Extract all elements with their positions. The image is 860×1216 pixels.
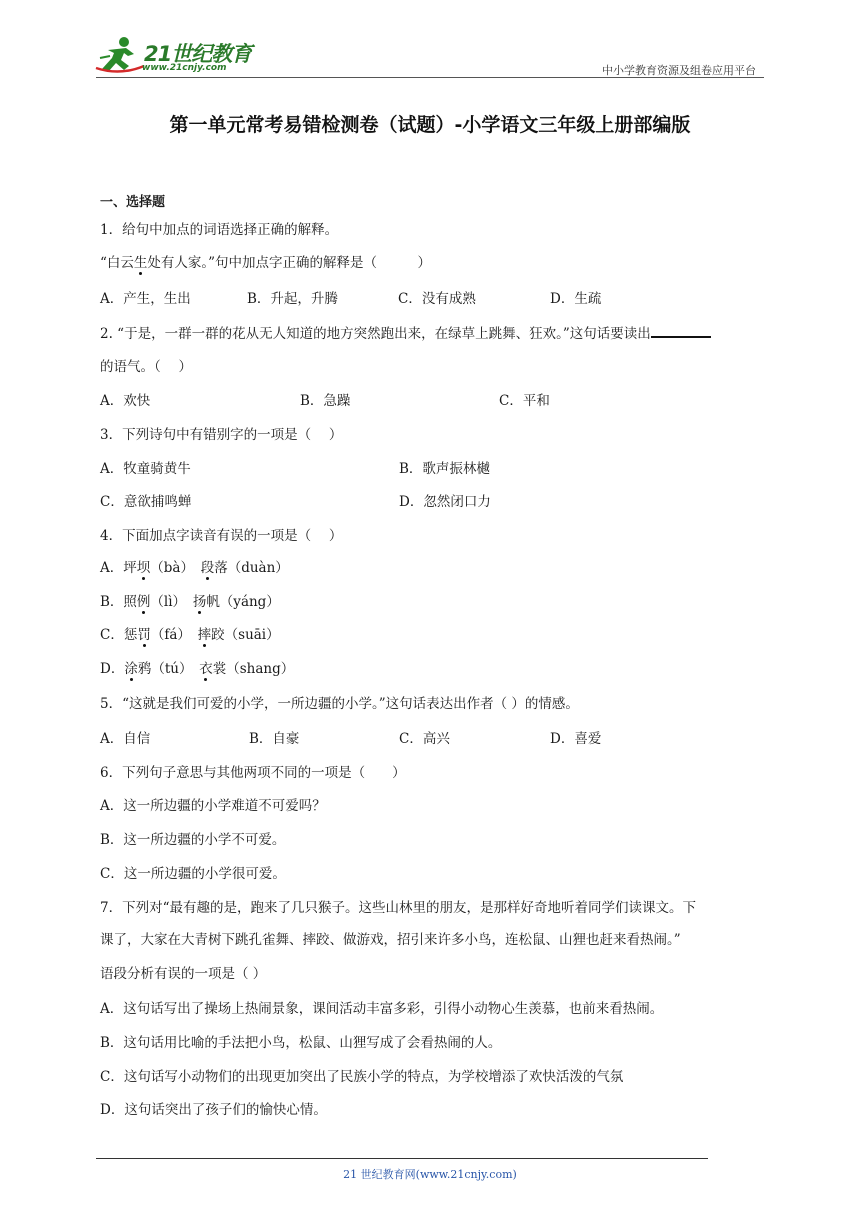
option-text: 裳（shang） xyxy=(212,661,295,677)
page-header xyxy=(0,0,860,80)
dotted-char: 涂 xyxy=(124,657,138,677)
option-text: 鸦（tú） xyxy=(137,661,200,677)
logo-url: www.21cnjy.com xyxy=(142,63,227,73)
question-7-stem-end: 语段分析有误的一项是（ ） xyxy=(100,966,267,982)
stem-text: 2. “于是，一群一群的花从无人知道的地方突然跑出来，在绿草上跳舞、狂欢。”这句话要读出 xyxy=(100,326,651,342)
option-text: 帆（yáng） xyxy=(206,594,280,610)
q4-option-b[interactable] xyxy=(100,590,280,610)
q2-option-b[interactable]: B．急躁 xyxy=(300,393,351,409)
logo-text: 21世纪教育 xyxy=(144,42,252,66)
question-4-stem: 4．下面加点字读音有误的一项是（ ） xyxy=(100,528,343,544)
q4-option-a[interactable] xyxy=(100,556,289,576)
dotted-char: 罚 xyxy=(137,623,151,643)
footer-divider xyxy=(96,1158,708,1159)
option-text: （lì） xyxy=(150,594,193,610)
q2-option-a[interactable]: A．欢快 xyxy=(100,393,151,409)
q3-option-b[interactable]: B．歌声振林樾 xyxy=(399,461,490,477)
q1-option-b[interactable]: B．升起，升腾 xyxy=(247,291,338,307)
q5-option-a[interactable]: A．自信 xyxy=(100,731,151,747)
question-7-stem: 7．下列对“最有趣的是，跑来了几只猴子。这些山林里的朋友，是那样好奇地听着同学们读课文。下 xyxy=(100,900,696,916)
q7-option-d[interactable]: D．这句话突出了孩子们的愉快心情。 xyxy=(100,1102,327,1118)
footer-link[interactable]: 21 世纪教育网(www.21cnjy.com) xyxy=(343,1168,517,1181)
option-text: C．惩 xyxy=(100,627,138,643)
q3-option-d[interactable]: D．忽然闭口力 xyxy=(399,494,491,510)
question-1-stem: 1．给句中加点的词语选择正确的解释。 xyxy=(100,222,339,238)
q4-option-d[interactable] xyxy=(100,657,294,677)
option-text: D． xyxy=(100,661,125,677)
q7-option-c[interactable]: C．这句话写小动物们的出现更加突出了民族小学的特点，为学校增添了欢快活泼的气氛 xyxy=(100,1069,624,1085)
dotted-char: 扬 xyxy=(193,590,207,610)
sentence-part: “白云 xyxy=(100,255,134,271)
option-text: B．照 xyxy=(100,594,137,610)
option-text: （fá） xyxy=(150,627,198,643)
q6-option-c[interactable]: C．这一所边疆的小学很可爱。 xyxy=(100,866,286,882)
q6-option-b[interactable]: B．这一所边疆的小学不可爱。 xyxy=(100,832,286,848)
question-2-stem xyxy=(100,322,711,342)
q1-option-c[interactable]: C．没有成熟 xyxy=(398,291,476,307)
option-text: （bà） xyxy=(150,560,201,576)
question-3-stem: 3．下列诗句中有错别字的一项是（ ） xyxy=(100,427,343,443)
q6-option-a[interactable]: A．这一所边疆的小学难道不可爱吗？ xyxy=(100,798,326,814)
q2-option-c[interactable]: C．平和 xyxy=(499,393,550,409)
q7-option-a[interactable]: A．这句话写出了操场上热闹景象，课间活动丰富多彩，引得小动物心生羡慕，也前来看热闹。 xyxy=(100,1001,664,1017)
q5-option-d[interactable]: D．喜爱 xyxy=(550,731,602,747)
question-1-sentence xyxy=(100,251,431,271)
q1-option-d[interactable]: D．生疏 xyxy=(550,291,602,307)
dotted-char: 衣 xyxy=(199,657,213,677)
q5-option-b[interactable]: B．自豪 xyxy=(249,731,300,747)
section-heading: 一、选择题 xyxy=(100,195,166,210)
option-text: 跤（suāi） xyxy=(211,627,280,643)
option-text: 落（duàn） xyxy=(214,560,289,576)
dotted-char: 摔 xyxy=(198,623,212,643)
question-7-stem-cont: 课了，大家在大青树下跳孔雀舞、摔跤、做游戏，招引来许多小鸟，连松鼠、山狸也赶来看热闹。” xyxy=(100,932,681,948)
q7-option-b[interactable]: B．这句话用比喻的手法把小鸟，松鼠、山狸写成了会看热闹的人。 xyxy=(100,1035,502,1051)
dotted-char: 段 xyxy=(201,556,215,576)
question-5-stem: 5．“这就是我们可爱的小学，一所边疆的小学。”这句话表达出作者（ ）的情感。 xyxy=(100,696,579,712)
option-text: A．坪 xyxy=(100,560,137,576)
header-divider xyxy=(96,77,764,78)
question-2-stem-cont: 的语气。（ ） xyxy=(100,359,193,375)
q3-option-a[interactable]: A．牧童骑黄牛 xyxy=(100,461,191,477)
platform-name: 中小学教育资源及组卷应用平台 xyxy=(602,64,756,77)
running-man-icon xyxy=(94,36,146,76)
q3-option-c[interactable]: C．意欲捕鸣蝉 xyxy=(100,494,192,510)
question-6-stem: 6．下列句子意思与其他两项不同的一项是（ ） xyxy=(100,765,406,781)
site-logo[interactable] xyxy=(94,36,264,76)
dotted-char: 例 xyxy=(137,590,151,610)
q5-option-c[interactable]: C．高兴 xyxy=(399,731,450,747)
page-title: 第一单元常考易错检测卷（试题）-小学语文三年级上册部编版 xyxy=(169,114,691,136)
dotted-char: 生 xyxy=(134,251,148,271)
q1-option-a[interactable]: A．产生，生出 xyxy=(100,291,191,307)
q4-option-c[interactable] xyxy=(100,623,280,643)
sentence-part: 处有人家。”句中加点字正确的解释是（ ） xyxy=(147,255,432,271)
answer-blank[interactable] xyxy=(651,336,711,338)
dotted-char: 坝 xyxy=(137,556,151,576)
